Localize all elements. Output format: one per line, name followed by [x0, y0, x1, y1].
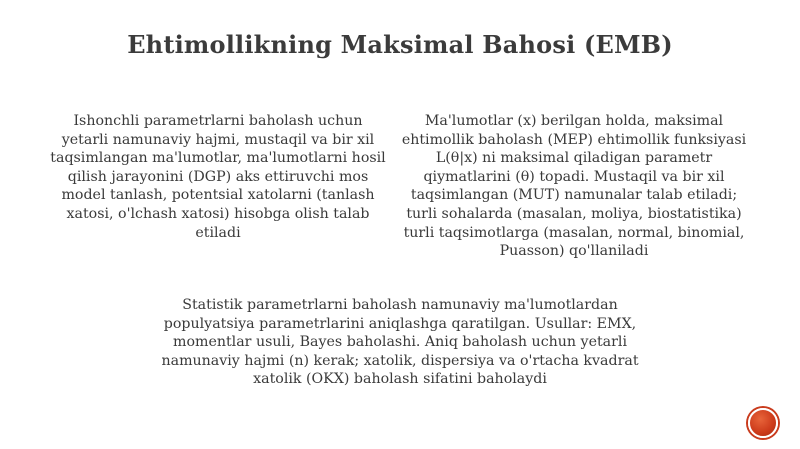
next-slide-icon[interactable] [748, 408, 778, 438]
bottom-text-block: Statistik parametrlarni baholash namunaviy ma'lumotlardan populyatsiya parametrlarini aniqlashga qaratilgan. Usullar: EMX, momentlar usuli, Bayes baholashi. Aniq baholash uchun yetarli namunaviy hajmi (n) kerak; xatolik, dispersiya va o'rtacha kvadrat xatolik (OKX) baholash sifatini baholaydi [161, 297, 639, 388]
left-text-block: Ishonchli parametrlarni baholash uchun yetarli namunaviy hajmi, mustaqil va bir xil taqsimlangan ma'lumotlar, ma'lumotlarni hosil qilish jarayonini (DGP) aks ettiruvchi mos model tanlash, potentsial xatolarni (tanlash xatosi, o'lchash xatosi) hisobga olish talab etiladi [50, 113, 386, 241]
right-text-block: Ma'lumotlar (x) berilgan holda, maksimal ehtimollik baholash (MEP) ehtimollik funksiyasi L(θ|x) ni maksimal qiladigan parametr qiymatlarini (θ) topadi. Mustaqil va bir xil taqsimlangan (MUT) namunalar talab etiladi; turli sohalarda (masalan, moliya, biostatistika) turli taqsimotlarga (masalan, normal, binomial, Puasson) qo'llaniladi [401, 113, 747, 260]
slide-title: Ehtimollikning Maksimal Bahosi (EMB) [127, 30, 673, 59]
